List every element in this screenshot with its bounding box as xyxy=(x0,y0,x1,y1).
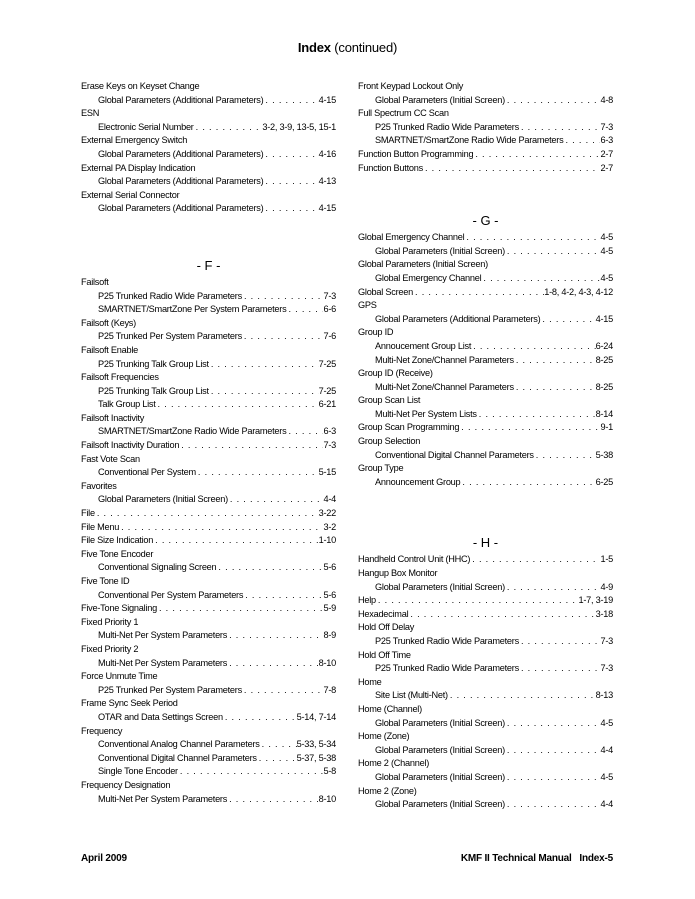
leader-dots xyxy=(534,449,596,463)
index-entry-heading xyxy=(81,507,336,521)
index-entry-heading: Erase Keys on Keyset Change xyxy=(81,81,200,91)
index-entry-heading: Hold Off Delay xyxy=(358,622,415,633)
leader-dots xyxy=(216,561,323,575)
leader-dots xyxy=(286,425,323,439)
footer-date: April 2009 xyxy=(81,853,127,864)
index-list-f-continued xyxy=(358,80,613,175)
leader-dots xyxy=(376,594,579,608)
subentry-term: Multi-Net Per System Lists xyxy=(375,408,477,419)
index-entry-heading: Fixed Priority 2 xyxy=(81,643,139,654)
index-subentry xyxy=(81,425,336,439)
index-entry-heading: Favorites xyxy=(81,480,117,491)
index-entry-heading: Failsoft Frequencies xyxy=(81,372,159,383)
index-entry-heading xyxy=(81,602,336,616)
subentry-term: Multi-Net Per System Parameters xyxy=(98,630,228,641)
index-entry-heading: Five Tone ID xyxy=(81,576,130,586)
leader-dots xyxy=(514,381,596,395)
leader-dots xyxy=(473,148,600,162)
leader-dots xyxy=(286,303,323,317)
leader-dots xyxy=(505,798,601,812)
page-ref: 6-24 xyxy=(595,340,613,351)
index-entry-heading xyxy=(358,594,613,608)
index-subentry xyxy=(358,354,613,368)
page-ref: 8-10 xyxy=(318,657,336,668)
page-ref: 4-4 xyxy=(600,744,613,755)
leader-dots xyxy=(519,635,601,649)
leader-dots xyxy=(464,231,600,245)
index-subentry xyxy=(81,290,336,304)
index-entry-heading: Group ID xyxy=(358,327,394,338)
index-entry-heading: Home 2 (Channel) xyxy=(358,758,430,769)
leader-dots xyxy=(227,629,323,643)
page-ref: 8-25 xyxy=(595,354,613,365)
index-subentry xyxy=(81,493,336,507)
index-subentry xyxy=(358,340,613,354)
page-ref: 4-4 xyxy=(600,799,613,810)
index-subentry xyxy=(81,738,336,752)
page-ref: 6-6 xyxy=(323,304,336,315)
index-entry-heading xyxy=(81,439,336,453)
index-subentry xyxy=(81,398,336,412)
entry-term: Group Scan Programming xyxy=(358,422,460,433)
index-list-f xyxy=(81,276,336,806)
section-heading-f: - F - xyxy=(196,257,221,273)
index-subentry xyxy=(358,272,613,286)
leader-dots xyxy=(243,589,323,603)
leader-dots xyxy=(505,771,601,785)
page-ref: 2-7 xyxy=(600,148,613,159)
leader-dots xyxy=(223,711,297,725)
leader-dots xyxy=(179,439,323,453)
page-ref: 4-4 xyxy=(323,494,336,505)
leader-dots xyxy=(481,272,600,286)
subentry-term: Multi-Net Per System Parameters xyxy=(98,793,228,804)
index-subentry xyxy=(81,148,336,162)
page-ref: 4-8 xyxy=(600,94,613,105)
page-ref: 2-7 xyxy=(600,162,613,173)
section-heading-h: - H - xyxy=(472,535,499,551)
leader-dots xyxy=(209,385,319,399)
index-entry-heading xyxy=(358,608,613,622)
index-entry-heading: Front Keypad Lockout Only xyxy=(358,81,464,91)
page-ref: 5-6 xyxy=(323,589,336,600)
index-subentry xyxy=(81,629,336,643)
index-entry-heading: External Serial Connector xyxy=(81,189,180,200)
subentry-term: Conventional Signaling Screen xyxy=(98,562,217,573)
leader-dots xyxy=(505,717,601,731)
leader-dots xyxy=(459,421,600,435)
index-list-g xyxy=(358,231,613,489)
index-entry-heading: Group Selection xyxy=(358,436,421,447)
subentry-term: Global Parameters (Additional Parameters) xyxy=(98,176,264,187)
leader-dots xyxy=(470,553,600,567)
index-subentry xyxy=(358,381,613,395)
page-ref: 3-18 xyxy=(595,608,613,619)
page-ref: 5-37, 5-38 xyxy=(296,752,336,763)
index-entry-heading: External Emergency Switch xyxy=(81,135,188,146)
page-ref: 7-3 xyxy=(323,290,336,301)
page-ref: 8-14 xyxy=(595,408,613,419)
entry-term: Five-Tone Signaling xyxy=(81,603,157,614)
subentry-term: P25 Trunked Radio Wide Parameters xyxy=(375,636,519,646)
index-entry-heading: Force Unmute Time xyxy=(81,671,158,682)
left-column xyxy=(81,80,336,806)
leader-dots xyxy=(263,148,318,162)
index-subentry xyxy=(81,561,336,575)
page-ref: 4-9 xyxy=(600,581,613,592)
leader-dots xyxy=(505,581,601,595)
subentry-term: Annoucement Group List xyxy=(375,340,472,351)
leader-dots xyxy=(228,493,324,507)
page-ref: 8-9 xyxy=(323,630,336,641)
index-subentry xyxy=(358,771,613,785)
index-subentry xyxy=(358,476,613,490)
page-ref: 7-3 xyxy=(600,121,613,132)
index-subentry xyxy=(358,662,613,676)
index-subentry xyxy=(81,94,336,108)
subentry-term: Electronic Serial Number xyxy=(98,121,194,132)
leader-dots xyxy=(157,602,324,616)
index-subentry xyxy=(358,408,613,422)
subentry-term: SMARTNET/SmartZone Per System Parameters xyxy=(98,304,287,315)
index-subentry xyxy=(358,134,613,148)
leader-dots xyxy=(477,408,596,422)
page-ref: 5-8 xyxy=(323,766,336,777)
subentry-term: P25 Trunked Radio Wide Parameters xyxy=(375,663,519,674)
entry-term: Help xyxy=(358,595,376,606)
entry-term: Function Buttons xyxy=(358,162,423,173)
index-list-e xyxy=(81,80,336,216)
leader-dots xyxy=(563,134,600,148)
page-title-text: Index xyxy=(297,40,331,55)
leader-dots xyxy=(460,476,595,490)
subentry-term: Global Parameters (Initial Screen) xyxy=(375,771,505,782)
subentry-term: P25 Trunked Per System Parameters xyxy=(98,331,242,342)
index-entry-heading: Hold Off Time xyxy=(358,649,411,660)
footer-right xyxy=(461,853,613,864)
page-ref: 5-14, 7-14 xyxy=(296,711,336,722)
subentry-term: Global Parameters (Initial Screen) xyxy=(375,581,505,592)
index-entry-heading: Global Parameters (Initial Screen) xyxy=(358,259,488,270)
index-entry-heading xyxy=(358,421,613,435)
subentry-term: P25 Trunked Per System Parameters xyxy=(98,684,242,695)
entry-term: Failsoft Inactivity Duration xyxy=(81,440,180,451)
page-ref: 7-25 xyxy=(318,385,336,396)
page-ref: 8-10 xyxy=(318,793,336,804)
index-subentry xyxy=(81,765,336,779)
leader-dots xyxy=(519,662,601,676)
subentry-term: Global Parameters (Initial Screen) xyxy=(375,744,505,755)
index-subentry xyxy=(358,798,613,812)
index-entry-heading: Home (Channel) xyxy=(358,703,422,714)
index-entry-heading xyxy=(358,553,613,567)
page-title xyxy=(0,40,695,55)
leader-dots xyxy=(263,175,318,189)
leader-dots xyxy=(95,507,319,521)
page-ref: 1-7, 3-19 xyxy=(578,595,613,606)
index-entry-heading: Fixed Priority 1 xyxy=(81,616,139,627)
index-entry-heading: Home (Zone) xyxy=(358,731,410,742)
page-ref: 4-15 xyxy=(318,94,336,105)
entry-term: File Size Indication xyxy=(81,535,154,546)
leader-dots xyxy=(263,94,318,108)
page-ref: 3-22 xyxy=(318,508,336,519)
leader-dots xyxy=(196,466,319,480)
page-ref: 4-15 xyxy=(595,313,613,324)
index-entry-heading xyxy=(358,231,613,245)
entry-term: Global Emergency Channel xyxy=(358,232,465,243)
index-entry-heading: Group Scan List xyxy=(358,395,421,406)
page-ref: 4-16 xyxy=(318,148,336,159)
leader-dots xyxy=(505,94,601,108)
page-ref: 4-13 xyxy=(318,176,336,187)
index-subentry xyxy=(358,121,613,135)
page-ref: 7-6 xyxy=(323,331,336,342)
page-ref: 8-13 xyxy=(595,690,613,701)
index-entry-heading: Hangup Box Monitor xyxy=(358,568,438,579)
index-subentry xyxy=(81,657,336,671)
index-subentry xyxy=(81,303,336,317)
index-entry-heading: External PA Display Indication xyxy=(81,162,196,173)
subentry-term: P25 Trunked Radio Wide Parameters xyxy=(375,121,519,132)
index-entry-heading: ESN xyxy=(81,108,100,119)
index-list-h xyxy=(358,553,613,811)
index-subentry xyxy=(81,202,336,216)
leader-dots xyxy=(119,521,323,535)
subentry-term: Global Parameters (Initial Screen) xyxy=(375,799,505,810)
subentry-term: Global Parameters (Additional Parameters) xyxy=(98,94,264,105)
page-ref: 1-10 xyxy=(318,535,336,546)
index-entry-heading: Frequency xyxy=(81,725,123,736)
page-ref: 5-6 xyxy=(323,562,336,573)
leader-dots xyxy=(257,752,297,766)
index-entry-heading: Fast Vote Scan xyxy=(81,453,140,464)
index-entry-heading xyxy=(358,286,613,300)
subentry-term: Conventional Per System Parameters xyxy=(98,589,244,600)
index-subentry xyxy=(358,744,613,758)
leader-dots xyxy=(519,121,601,135)
entry-term: Hexadecimal xyxy=(358,608,409,619)
index-subentry xyxy=(358,581,613,595)
entry-term: Function Button Programming xyxy=(358,148,474,159)
entry-term: Handheld Control Unit (HHC) xyxy=(358,554,471,565)
index-entry-heading: Home xyxy=(358,676,382,687)
subentry-term: P25 Trunking Talk Group List xyxy=(98,358,209,369)
index-entry-heading: Failsoft xyxy=(81,276,109,287)
page-ref: 6-3 xyxy=(600,135,613,146)
subentry-term: OTAR and Data Settings Screen xyxy=(98,711,223,722)
index-subentry xyxy=(81,175,336,189)
index-subentry xyxy=(81,752,336,766)
index-subentry xyxy=(81,358,336,372)
subentry-term: P25 Trunked Radio Wide Parameters xyxy=(98,290,242,301)
index-entry-heading: Failsoft (Keys) xyxy=(81,317,136,328)
subentry-term: Global Parameters (Initial Screen) xyxy=(98,494,228,505)
subentry-term: Global Parameters (Initial Screen) xyxy=(375,717,505,728)
leader-dots xyxy=(505,744,601,758)
subentry-term: Site List (Multi-Net) xyxy=(375,690,448,701)
entry-term: File xyxy=(81,508,95,519)
index-entry-heading: Failsoft Enable xyxy=(81,344,139,355)
subentry-term: Conventional Digital Channel Parameters xyxy=(375,449,534,460)
subentry-term: Talk Group List xyxy=(98,399,156,410)
index-entry-heading: Group ID (Receive) xyxy=(358,368,433,379)
page-ref: 7-3 xyxy=(600,636,613,646)
leader-dots xyxy=(209,358,319,372)
page-ref: 6-3 xyxy=(323,426,336,437)
page-ref: 5-15 xyxy=(318,467,336,478)
page-ref: 7-3 xyxy=(600,663,613,674)
subentry-term: Global Parameters (Additional Parameters) xyxy=(98,203,264,214)
index-subentry xyxy=(358,689,613,703)
leader-dots xyxy=(178,765,324,779)
subentry-term: Conventional Digital Channel Parameters xyxy=(98,752,257,763)
subentry-term: Multi-Net Zone/Channel Parameters xyxy=(375,381,514,392)
index-entry-heading xyxy=(81,534,336,548)
page-ref: 9-1 xyxy=(600,422,613,433)
page-ref: 4-5 xyxy=(600,232,613,243)
subentry-term: P25 Trunking Talk Group List xyxy=(98,385,209,396)
page-ref: 7-25 xyxy=(318,358,336,369)
leader-dots xyxy=(194,121,263,135)
index-subentry xyxy=(81,589,336,603)
page-ref: 1-8, 4-2, 4-3, 4-12 xyxy=(544,286,613,297)
index-subentry xyxy=(358,449,613,463)
index-entry-heading: Failsoft Inactivity xyxy=(81,412,145,423)
index-entry-heading: Home 2 (Zone) xyxy=(358,785,417,796)
subentry-term: Global Parameters (Initial Screen) xyxy=(375,245,505,256)
index-entry-heading: Frame Sync Seek Period xyxy=(81,698,178,709)
subentry-term: Multi-Net Zone/Channel Parameters xyxy=(375,354,514,365)
subentry-term: Conventional Analog Channel Parameters xyxy=(98,739,260,750)
footer-page-number: Index-5 xyxy=(579,853,613,864)
subentry-term: SMARTNET/SmartZone Radio Wide Parameters xyxy=(98,426,287,437)
leader-dots xyxy=(156,398,319,412)
subentry-term: SMARTNET/SmartZone Radio Wide Parameters xyxy=(375,135,564,146)
index-entry-heading: Group Type xyxy=(358,463,404,474)
footer-manual-title: KMF II Technical Manual xyxy=(460,853,572,864)
index-subentry xyxy=(358,94,613,108)
page-ref: 6-25 xyxy=(595,476,613,487)
page-ref: 5-33, 5-34 xyxy=(296,739,336,750)
leader-dots xyxy=(540,313,595,327)
index-entry-heading: Frequency Designation xyxy=(81,779,171,790)
subentry-term: Conventional Per System xyxy=(98,467,196,478)
page-ref: 7-8 xyxy=(323,684,336,695)
subentry-term: Global Parameters (Additional Parameters) xyxy=(375,313,541,324)
index-subentry xyxy=(81,121,336,135)
subentry-term: Global Parameters (Initial Screen) xyxy=(375,94,505,105)
leader-dots xyxy=(153,534,318,548)
page-ref: 6-21 xyxy=(318,399,336,410)
subentry-term: Announcement Group xyxy=(375,476,461,487)
index-subentry xyxy=(81,385,336,399)
page-ref: 4-5 xyxy=(600,245,613,256)
right-column xyxy=(358,80,613,812)
leader-dots xyxy=(505,245,601,259)
page-ref: 3-2, 3-9, 13-5, 15-1 xyxy=(262,121,336,132)
page-ref: 4-5 xyxy=(600,272,613,283)
leader-dots xyxy=(263,202,318,216)
leader-dots xyxy=(408,608,595,622)
entry-term: File Menu xyxy=(81,521,120,532)
leader-dots xyxy=(471,340,595,354)
page-ref: 4-5 xyxy=(600,717,613,728)
leader-dots xyxy=(423,162,601,176)
subentry-term: Single Tone Encoder xyxy=(98,766,178,777)
leader-dots xyxy=(260,738,297,752)
index-subentry xyxy=(81,466,336,480)
index-entry-heading: Full Spectrum CC Scan xyxy=(358,108,449,119)
index-entry-heading: GPS xyxy=(358,300,377,311)
page-ref: 5-38 xyxy=(595,449,613,460)
page-ref: 3-2 xyxy=(323,521,336,532)
page-ref: 4-15 xyxy=(318,203,336,214)
leader-dots xyxy=(514,354,596,368)
page-ref: 4-5 xyxy=(600,771,613,782)
leader-dots xyxy=(242,330,324,344)
index-entry-heading: Five Tone Encoder xyxy=(81,548,154,559)
leader-dots xyxy=(242,290,324,304)
index-subentry xyxy=(358,313,613,327)
index-entry-heading xyxy=(358,162,613,176)
index-subentry xyxy=(81,330,336,344)
leader-dots xyxy=(448,689,596,703)
page-ref: 1-5 xyxy=(600,554,613,565)
subentry-term: Global Emergency Channel xyxy=(375,272,482,283)
index-subentry xyxy=(81,684,336,698)
leader-dots xyxy=(227,657,319,671)
page-ref: 7-3 xyxy=(323,440,336,451)
index-subentry xyxy=(358,717,613,731)
index-subentry xyxy=(81,793,336,807)
section-heading-g: - G - xyxy=(472,213,499,229)
page-title-continued: (continued) xyxy=(334,40,398,55)
entry-term: Global Screen xyxy=(358,286,413,297)
subentry-term: Multi-Net Per System Parameters xyxy=(98,657,228,668)
page-ref: 5-9 xyxy=(323,603,336,614)
index-subentry xyxy=(358,635,613,649)
leader-dots xyxy=(413,286,544,300)
index-subentry xyxy=(81,711,336,725)
index-entry-heading xyxy=(358,148,613,162)
subentry-term: Global Parameters (Additional Parameters) xyxy=(98,148,264,159)
page-ref: 8-25 xyxy=(595,381,613,392)
index-subentry xyxy=(358,245,613,259)
leader-dots xyxy=(242,684,324,698)
leader-dots xyxy=(227,793,319,807)
index-entry-heading xyxy=(81,521,336,535)
